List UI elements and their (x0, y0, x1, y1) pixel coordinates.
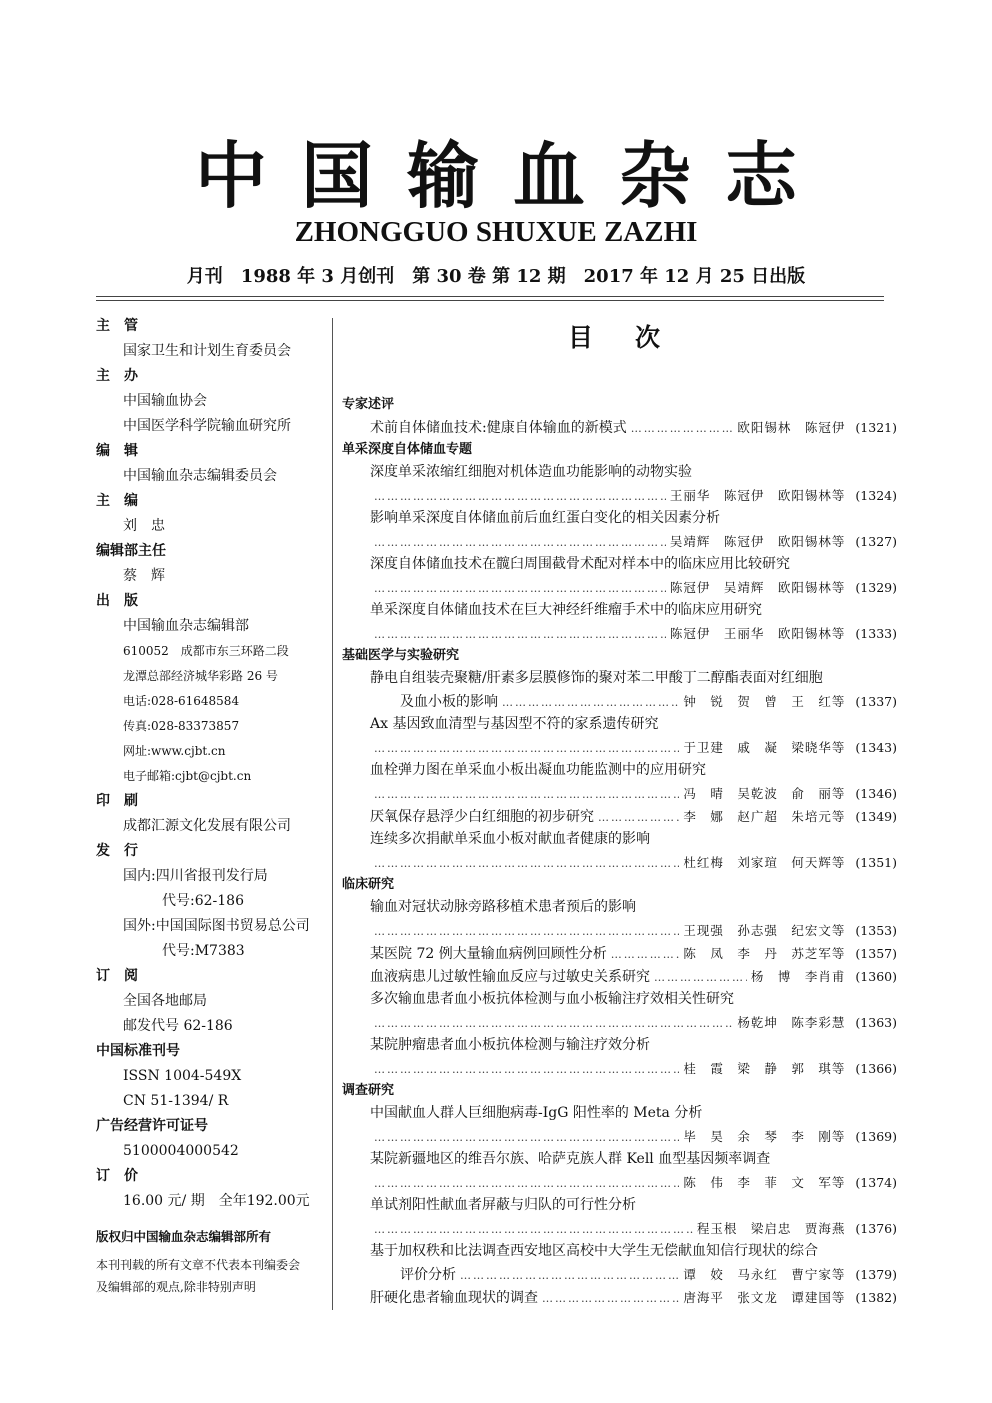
leader-dots (374, 1012, 733, 1035)
toc-section-header: 单采深度自体储血专题 (342, 442, 473, 457)
toc-entry-page: (1343) (855, 740, 897, 755)
toc-entry-title[interactable]: 血栓弹力图在单采血小板出凝血功能监测中的应用研究 (370, 762, 706, 778)
toc-entry-authors: 陈 凤 李 丹 苏芝军等 (683, 946, 846, 961)
toc-section-header: 临床研究 (342, 877, 395, 892)
toc-entry-title: 厌氧保存悬浮少白红细胞的初步研究 (370, 809, 594, 825)
sidebar-value: 蔡 辉 (123, 568, 165, 584)
disclaimer-line: 及编辑部的观点,除非特别声明 (96, 1280, 256, 1294)
sidebar-label: 广告经营许可证号 (96, 1118, 208, 1134)
sidebar-value: 成都汇源文化发展有限公司 (123, 818, 291, 834)
header-rule (96, 300, 884, 301)
sidebar-value: 16.00 元/ 期 全年192.00元 (123, 1193, 310, 1209)
toc-entry[interactable] (342, 919, 897, 942)
toc-entry-authors: 王现强 孙志强 纪宏文等 (683, 923, 846, 938)
leader-dots (654, 966, 747, 989)
toc-entry-authors: 唐海平 张文龙 谭建国等 (683, 1290, 846, 1305)
toc-entry-title[interactable]: 单试剂阳性献血者屏蔽与归队的可行性分析 (370, 1197, 636, 1213)
sidebar-value: 电子邮箱:cjbt@cjbt.cn (123, 769, 252, 783)
toc-entry[interactable] (342, 736, 897, 759)
toc-entry-page: (1324) (855, 488, 897, 503)
leader-dots (374, 1218, 693, 1241)
journal-subtitle: ZHONGGUO SHUXUE ZAZHI (294, 216, 698, 248)
toc-entry-page: (1321) (855, 420, 897, 435)
sidebar-label: 出 版 (96, 593, 138, 609)
sidebar-value: 传真:028-83373857 (123, 719, 240, 733)
toc-entry-authors: 陈冠伊 吴靖辉 欧阳锡林等 (669, 580, 846, 595)
toc-entry-title[interactable]: 静电自组装壳聚糖/肝素多层膜修饰的聚对苯二甲酸丁二醇酯表面对红细胞 (370, 670, 823, 686)
sidebar-label: 订 阅 (96, 968, 138, 984)
toc-entry-authors: 于卫建 戚 凝 梁晓华等 (683, 740, 846, 755)
sidebar-value: 代号:M7383 (162, 943, 245, 959)
toc-entry-title[interactable]: 某院肿瘤患者血小板抗体检测与输注疗效分析 (370, 1037, 650, 1053)
masthead-sidebar (96, 314, 328, 1298)
toc-entry[interactable] (342, 576, 897, 599)
toc-entry-page: (1363) (855, 1015, 897, 1030)
sidebar-value: 龙潭总部经济城华彩路 26 号 (123, 669, 278, 683)
sidebar-value: 中国输血协会 (123, 393, 207, 409)
toc-entry-page: (1357) (855, 946, 897, 961)
toc-entry-page: (1327) (855, 534, 897, 549)
toc-entry-title: 血液病患儿过敏性输血反应与过敏史关系研究 (370, 969, 650, 985)
sidebar-value: 电话:028-61648584 (123, 694, 240, 708)
toc-entry[interactable] (342, 805, 897, 828)
sidebar-value: 中国医学科学院输血研究所 (123, 418, 291, 434)
toc-entry-title[interactable]: 某院新疆地区的维吾尔族、哈萨克族人群 Kell 血型基因频率调查 (370, 1151, 771, 1167)
table-of-contents (342, 394, 897, 1309)
toc-section-header: 调查研究 (342, 1083, 395, 1098)
toc-entry-page: (1346) (855, 786, 897, 801)
toc-entry-authors: 程玉根 梁启忠 贾海燕 (696, 1221, 846, 1236)
header-rule (96, 296, 884, 297)
leader-dots (374, 485, 666, 508)
leader-dots (542, 1287, 679, 1310)
toc-entry-authors: 吴靖辉 陈冠伊 欧阳锡林等 (669, 534, 846, 549)
toc-entry-page: (1333) (855, 626, 897, 641)
toc-entry-authors: 杨乾坤 陈李彩慧 (737, 1015, 846, 1030)
leader-dots (631, 417, 734, 440)
toc-entry[interactable] (342, 1263, 897, 1286)
sidebar-label: 发 行 (96, 843, 138, 859)
toc-entry[interactable] (342, 965, 897, 988)
toc-entry-title[interactable]: 影响单采深度自体储血前后血红蛋白变化的相关因素分析 (370, 510, 720, 526)
sidebar-value: 中国输血杂志编辑部 (123, 618, 249, 634)
sidebar-value: 网址:www.cjbt.cn (123, 744, 226, 758)
sidebar-value: 国内:四川省报刊发行局 (123, 868, 268, 884)
publication-info: 月刊 1988 年 3 月创刊 第 30 卷 第 12 期 2017 年 12 月 25 日出版 (186, 266, 806, 287)
toc-entry-page: (1379) (855, 1267, 897, 1282)
toc-entry[interactable] (342, 530, 897, 553)
toc-entry[interactable] (342, 1286, 897, 1309)
sidebar-value: 代号:62-186 (162, 893, 244, 909)
sidebar-label: 中国标准刊号 (96, 1043, 180, 1059)
toc-entry[interactable] (342, 690, 897, 713)
leader-dots (611, 943, 680, 966)
sidebar-label: 主 编 (96, 493, 138, 509)
toc-entry[interactable] (342, 1217, 897, 1240)
toc-entry[interactable] (342, 782, 897, 805)
leader-dots (374, 1126, 679, 1149)
leader-dots (374, 920, 679, 943)
toc-entry[interactable] (342, 851, 897, 874)
toc-entry-authors: 毕 昊 余 琴 李 刚等 (683, 1129, 846, 1144)
toc-entry[interactable] (342, 942, 897, 965)
toc-entry[interactable] (342, 1125, 897, 1148)
toc-entry-authors: 钟 锐 贺 曾 王 红等 (683, 694, 846, 709)
toc-entry-page: (1360) (855, 969, 897, 984)
sidebar-value: 中国输血杂志编辑委员会 (123, 468, 277, 484)
toc-entry[interactable] (342, 1171, 897, 1194)
leader-dots (374, 1172, 679, 1195)
leader-dots (374, 852, 679, 875)
toc-entry-authors: 杜红梅 刘家瑄 何天辉等 (683, 855, 846, 870)
toc-entry-title: 肝硬化患者输血现状的调查 (370, 1290, 538, 1306)
toc-entry-title[interactable]: 多次输血患者血小板抗体检测与血小板输注疗效相关性研究 (370, 991, 734, 1007)
sidebar-label: 编辑部主任 (96, 543, 166, 559)
leader-dots (460, 1264, 679, 1287)
toc-entry-page: (1349) (855, 809, 897, 824)
toc-entry-authors: 桂 霞 梁 静 郭 琪等 (683, 1061, 846, 1076)
leader-dots (598, 806, 679, 829)
toc-entry-authors: 谭 姣 马永红 曹宁家等 (683, 1267, 846, 1282)
disclaimer-line: 本刊刊载的所有文章不代表本刊编委会 (96, 1258, 301, 1272)
toc-entry[interactable] (342, 484, 897, 507)
toc-entry-page: (1337) (855, 694, 897, 709)
sidebar-value: 5100004000542 (123, 1143, 239, 1159)
sidebar-label: 主 管 (96, 318, 138, 334)
toc-entry[interactable] (342, 622, 897, 645)
toc-entry-title[interactable]: 输血对冠状动脉旁路移植术患者预后的影响 (370, 899, 636, 915)
copyright-notice: 版权归中国输血杂志编辑部所有 (96, 1229, 272, 1244)
sidebar-value: 全国各地邮局 (123, 993, 207, 1009)
sidebar-value: 刘 忠 (123, 518, 165, 534)
leader-dots (374, 1058, 679, 1081)
toc-entry-title[interactable]: Ax 基因致血清型与基因型不符的家系遗传研究 (370, 716, 659, 732)
sidebar-value: CN 51-1394/ R (123, 1093, 229, 1109)
sidebar-label: 订 价 (96, 1168, 138, 1184)
toc-entry-page: (1351) (855, 855, 897, 870)
sidebar-value: 610052 成都市东三环路二段 (123, 644, 289, 658)
journal-title: 中国输血杂志 (194, 133, 831, 218)
toc-entry-authors: 杨 博 李肖甫 (750, 969, 846, 984)
toc-entry-authors: 陈 伟 李 菲 文 军等 (683, 1175, 846, 1190)
toc-entry[interactable] (342, 1057, 897, 1080)
toc-entry-authors: 陈冠伊 王丽华 欧阳锡林等 (669, 626, 846, 641)
toc-heading: 目次 (568, 323, 703, 352)
toc-entry-title: 术前自体储血技术:健康自体输血的新模式 (370, 420, 627, 436)
toc-entry[interactable] (342, 1011, 897, 1034)
sidebar-value: ISSN 1004-549X (123, 1068, 242, 1084)
toc-entry[interactable] (342, 416, 897, 439)
leader-dots (374, 531, 666, 554)
toc-entry-title-cont: 评价分析 (400, 1267, 456, 1283)
toc-entry-title: 某医院 72 例大量输血病例回顾性分析 (370, 946, 607, 962)
toc-entry-authors: 冯 晴 吴乾波 俞 丽等 (683, 786, 846, 801)
leader-dots (374, 623, 666, 646)
sidebar-value: 邮发代号 62-186 (123, 1018, 233, 1034)
toc-entry-page: (1366) (855, 1061, 897, 1076)
toc-entry-title-cont: 及血小板的影响 (400, 694, 498, 710)
toc-entry-page: (1369) (855, 1129, 897, 1144)
toc-entry-page: (1376) (855, 1221, 897, 1236)
sidebar-value: 国家卫生和计划生育委员会 (123, 343, 291, 359)
toc-entry-page: (1374) (855, 1175, 897, 1190)
toc-entry-title[interactable]: 深度自体储血技术在髋臼周围截骨术配对样本中的临床应用比较研究 (370, 556, 790, 572)
column-divider (332, 318, 333, 1310)
toc-entry-page: (1353) (855, 923, 897, 938)
toc-entry-page: (1382) (855, 1290, 897, 1305)
sidebar-value: 国外:中国国际图书贸易总公司 (123, 918, 310, 934)
leader-dots (374, 737, 679, 760)
toc-entry-title[interactable]: 中国献血人群人巨细胞病毒-IgG 阳性率的 Meta 分析 (370, 1105, 703, 1121)
toc-entry-authors: 欧阳锡林 陈冠伊 (737, 420, 846, 435)
leader-dots (502, 691, 679, 714)
leader-dots (374, 577, 666, 600)
disclaimer (96, 1254, 328, 1298)
toc-entry-title[interactable]: 单采深度自体储血技术在巨大神经纤维瘤手术中的临床应用研究 (370, 602, 762, 618)
toc-entry-title[interactable]: 深度单采浓缩红细胞对机体造血功能影响的动物实验 (370, 464, 692, 480)
leader-dots (374, 783, 679, 806)
toc-entry-authors: 王丽华 陈冠伊 欧阳锡林等 (669, 488, 846, 503)
sidebar-label: 印 刷 (96, 793, 138, 809)
toc-entry-title[interactable]: 连续多次捐献单采血小板对献血者健康的影响 (370, 831, 650, 847)
toc-entry-authors: 李 娜 赵广超 朱培元等 (683, 809, 846, 824)
toc-entry-title[interactable]: 基于加权秩和比法调查西安地区高校中大学生无偿献血知信行现状的综合 (370, 1243, 818, 1259)
toc-section-header: 基础医学与实验研究 (342, 648, 460, 663)
sidebar-label: 编 辑 (96, 443, 138, 459)
sidebar-label: 主 办 (96, 368, 138, 384)
toc-entry-page: (1329) (855, 580, 897, 595)
toc-section-header: 专家述评 (342, 397, 395, 412)
